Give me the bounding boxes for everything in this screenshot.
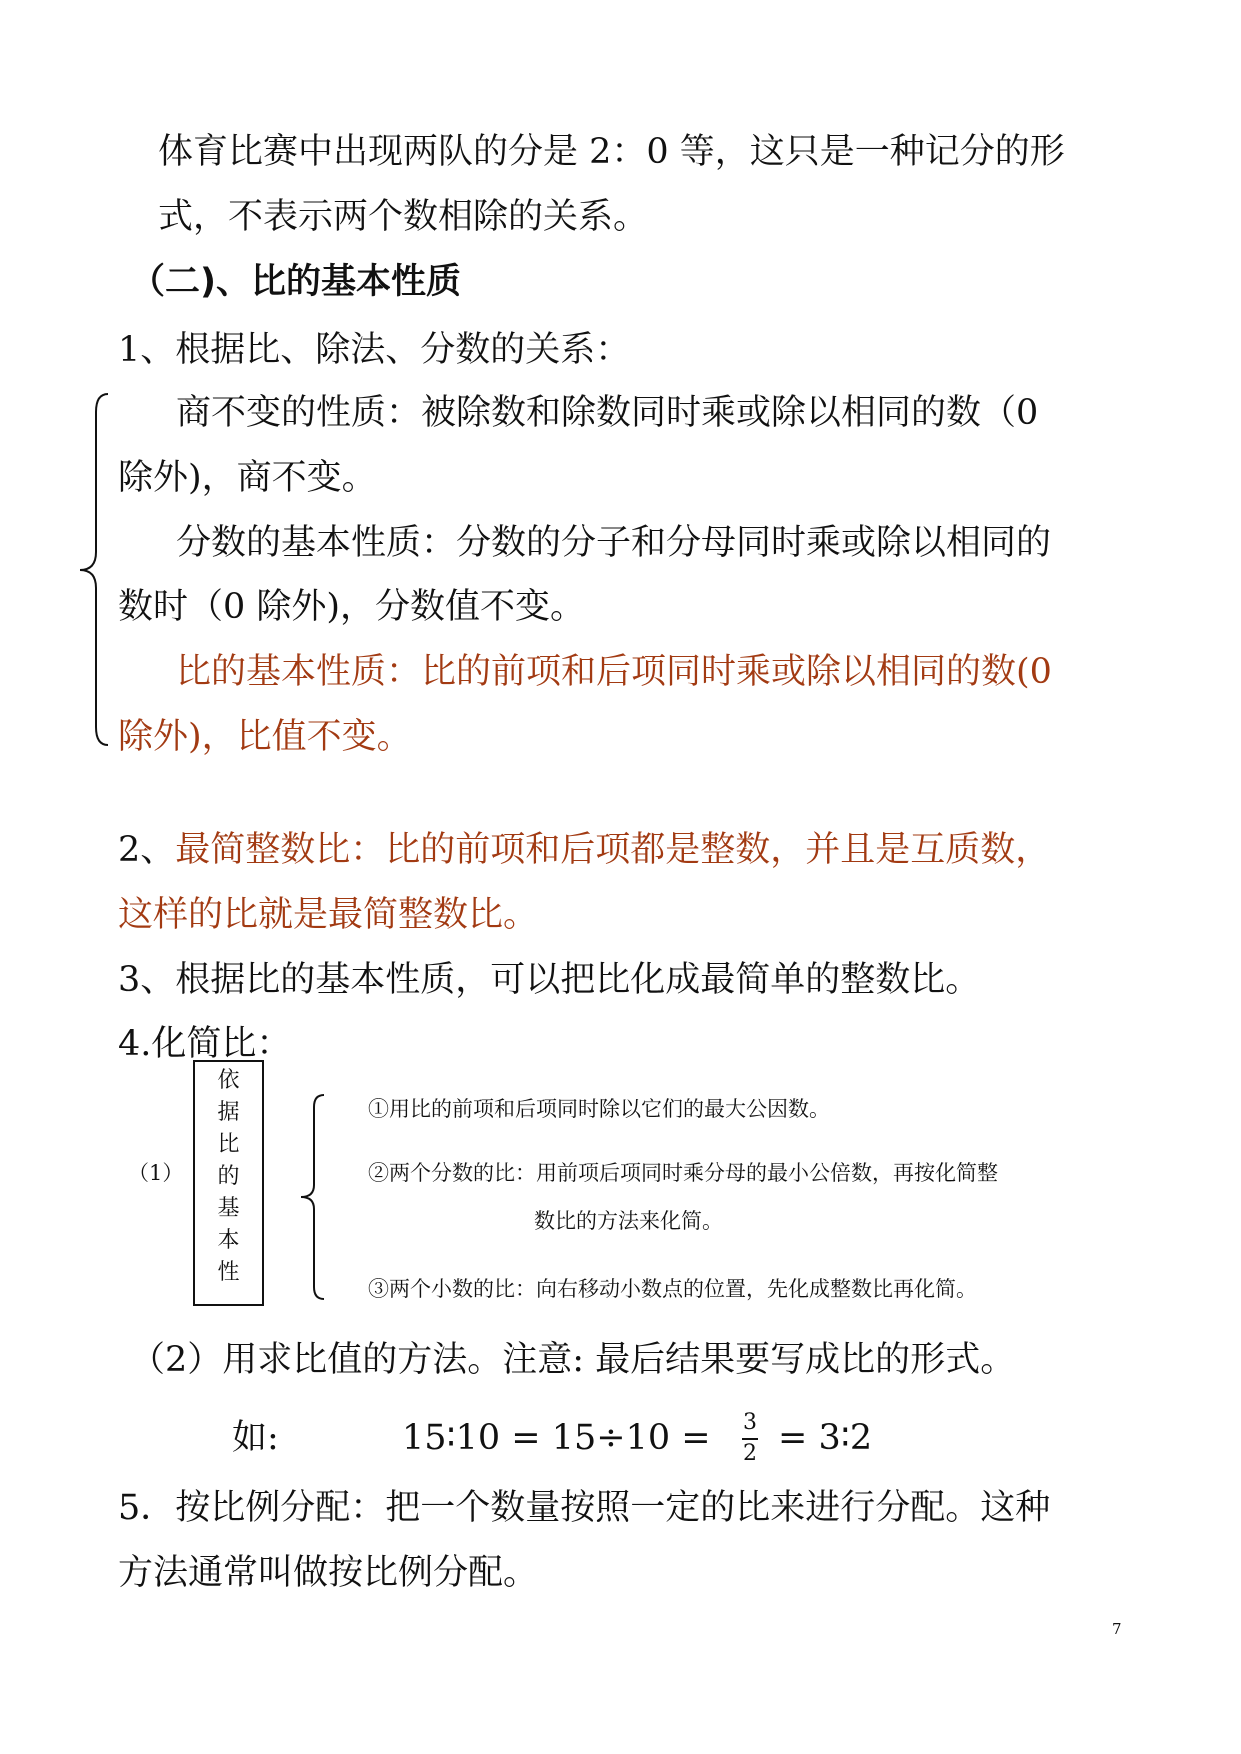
shang-property-line1: 商不变的性质：被除数和除数同时乘或除以相同的数（0 (176, 393, 1039, 433)
example-expression: 15∶10 = 15÷10 = (402, 1418, 711, 1458)
sub-item-1-label: （1） (128, 1161, 184, 1185)
example-label: 如: (232, 1418, 279, 1458)
item-3: 3、根据比的基本性质，可以把比化成最简单的整数比。 (118, 960, 981, 1000)
section-title: （二)、比的基本性质 (130, 262, 461, 302)
rule-1: ①用比的前项和后项同时除以它们的最大公因数。 (368, 1097, 830, 1121)
item-2-number: 2、 (118, 830, 176, 870)
small-brace-icon (298, 1093, 328, 1303)
fraction-property-line2: 数时（0 除外)，分数值不变。 (118, 587, 586, 627)
example-result: = 3∶2 (778, 1418, 873, 1458)
rule-2-line2: 数比的方法来化简。 (534, 1209, 723, 1233)
box-char: 依 (217, 1068, 240, 1093)
fraction-bar (742, 1438, 758, 1440)
rule-3: ③两个小数的比：向右移动小数点的位置，先化成整数比再化简。 (368, 1277, 977, 1301)
box-char: 本 (217, 1228, 240, 1253)
sub-item-2: （2）用求比值的方法。注意: 最后结果要写成比的形式。 (130, 1340, 1016, 1380)
paragraph-score-line2: 式，不表示两个数相除的关系。 (158, 197, 649, 237)
fraction-denominator: 2 (743, 1441, 757, 1466)
shang-property-line2: 除外)，商不变。 (118, 458, 377, 498)
item-2 (118, 830, 1050, 870)
item-4: 4.化简比： (118, 1024, 292, 1064)
ratio-property-line1: 比的基本性质：比的前项和后项同时乘或除以相同的数(0 (176, 652, 1052, 692)
page-number: 7 (1112, 1620, 1122, 1638)
box-char: 性 (217, 1260, 240, 1285)
item-5-line1: 5．按比例分配：把一个数量按照一定的比来进行分配。这种 (118, 1488, 1051, 1528)
basis-box (193, 1060, 264, 1306)
paragraph-score-line1: 体育比赛中出现两队的分是 2：0 等，这只是一种记分的形 (158, 132, 1065, 172)
box-char: 比 (217, 1132, 240, 1157)
item-1-heading: 1、根据比、除法、分数的关系： (118, 330, 631, 370)
fraction-numerator: 3 (743, 1410, 757, 1435)
item-2-line2: 这样的比就是最简整数比。 (118, 895, 539, 935)
ratio-property-line2: 除外)，比值不变。 (118, 717, 412, 757)
item-5-line2: 方法通常叫做按比例分配。 (118, 1553, 539, 1593)
item-2-text: 最简整数比：比的前项和后项都是整数，并且是互质数， (175, 830, 1051, 870)
box-char: 基 (217, 1196, 240, 1221)
fraction-property-line1: 分数的基本性质：分数的分子和分母同时乘或除以相同的 (176, 523, 1052, 563)
left-brace-icon (76, 392, 112, 747)
rule-2-line1: ②两个分数的比：用前项后项同时乘分母的最小公倍数，再按化简整 (368, 1161, 998, 1185)
box-char: 的 (217, 1164, 240, 1189)
box-char: 据 (217, 1100, 240, 1125)
